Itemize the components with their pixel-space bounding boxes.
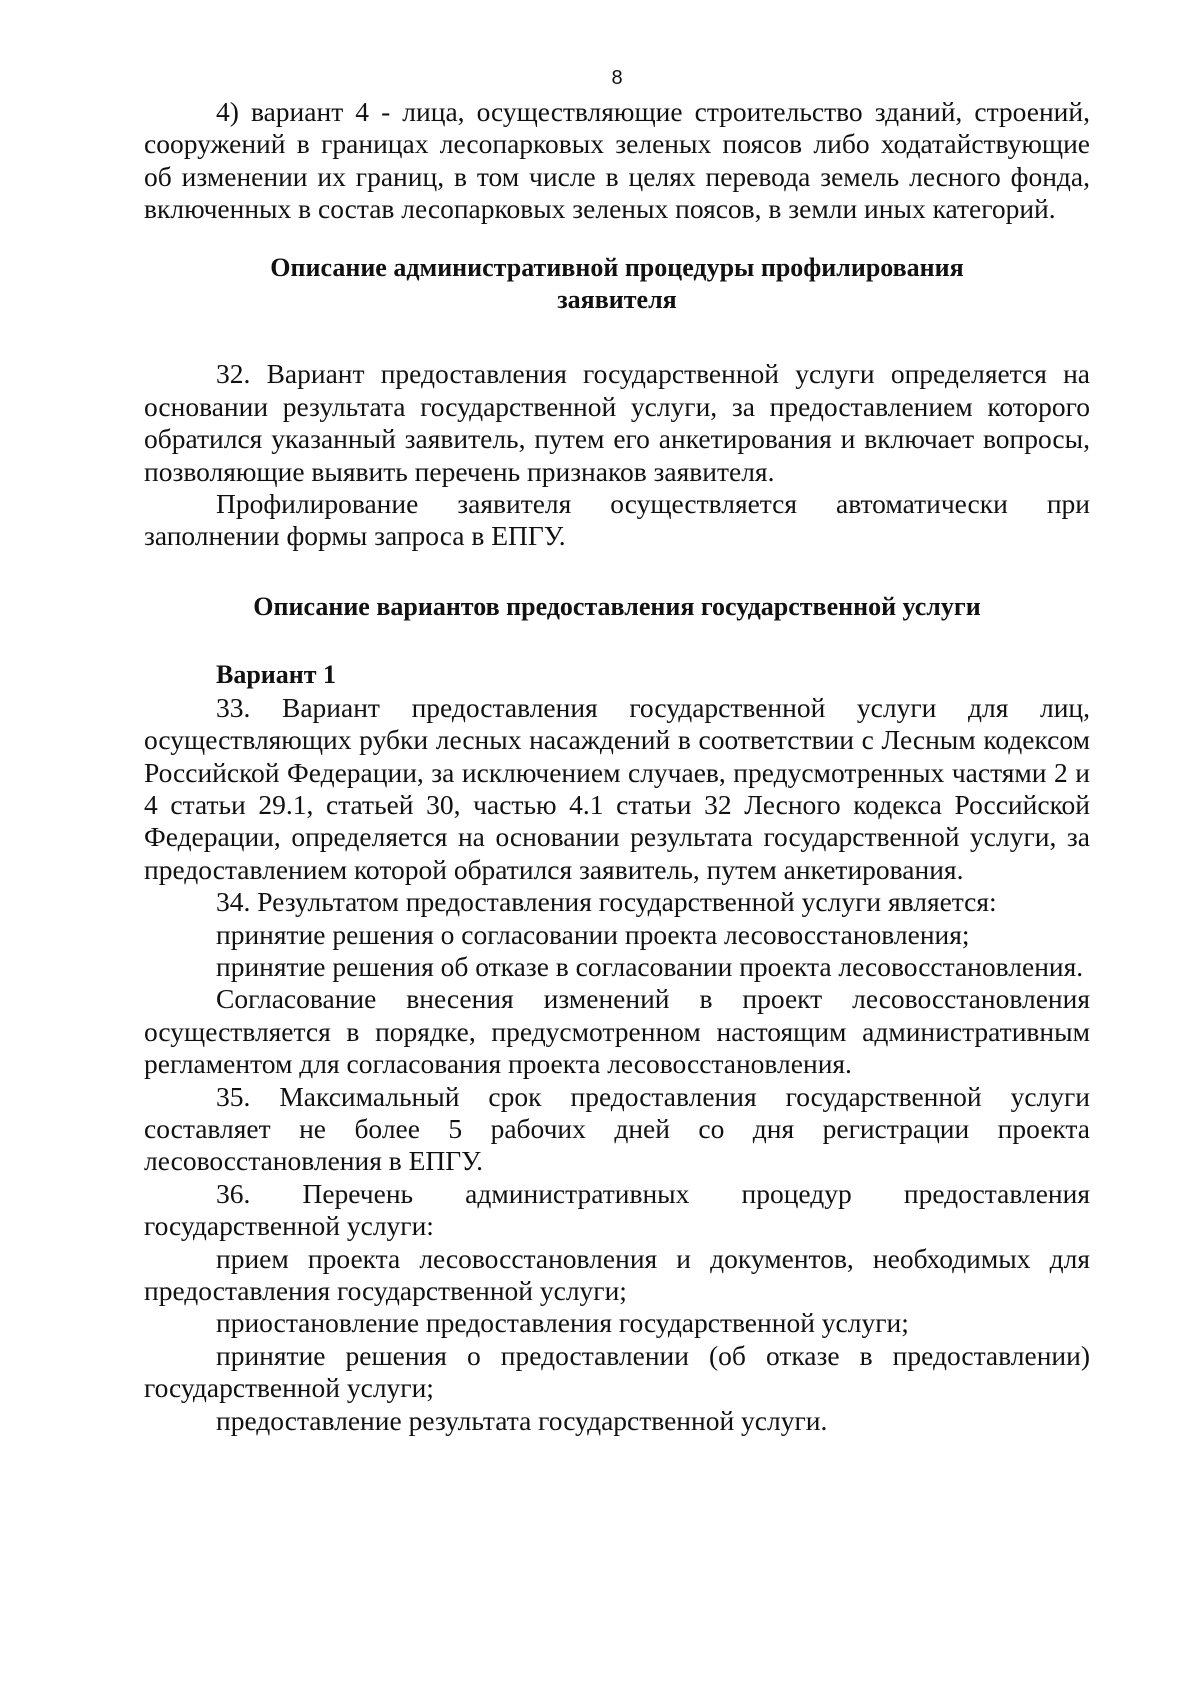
paragraph-variant-4: 4) вариант 4 - лица, осуществляющие строительство зданий, строений, сооружений в границах лесопарковых зеленых поясов либо ходатайствующие об изменении их границ, в том числе в целях перевода земель лесного фонда, включенных в состав лесопарковых зеленых поясов, в земли иных категорий. [144,96,1090,225]
paragraph-34-item-1: принятие решения о согласовании проекта лесовосстановления; [216,918,970,950]
variant-1-title: Вариант 1 [216,660,337,690]
paragraph-changes: Согласование внесения изменений в проект лесовосстановления осуществляется в порядке, предусмотренном настоящим административным регламентом для согласования проекта лесовосстановления. [144,983,1090,1080]
heading-profiling-line1: Описание административной процедуры профилирования [270,252,964,282]
paragraph-33: 33. Вариант предоставления государственной услуги для лиц, осуществляющих рубки лесных насаждений в соответствии с Лесным кодексом Российской Федерации, за исключением случаев, предусмотренных частями 2 и 4 статьи 29.1, статьей 30, частью 4.1 статьи 32 Лесного кодекса Российской Федерации, определяется на основании результата государственной услуги, за предоставлением которой обратился заявитель, путем анкетирования. [144,691,1090,885]
page-number: 8 [611,67,623,89]
paragraph-36-item-1: прием проекта лесовосстановления и документов, необходимых для предоставления государственной услуги; [144,1242,1090,1306]
paragraph-34-item-2: принятие решения об отказе в согласовании проекта лесовосстановления. [216,950,1084,982]
paragraph-profiling-auto: Профилирование заявителя осуществляется автоматически при заполнении формы запроса в ЕПГУ. [144,488,1090,552]
paragraph-36-item-2: приостановление предоставления государственной услуги; [216,1307,909,1339]
paragraph-36-item-4: предоставление результата государственной услуги. [216,1404,828,1436]
paragraph-35: 35. Максимальный срок предоставления государственной услуги составляет не более 5 рабочих дней со дня регистрации проекта лесовосстановления в ЕПГУ. [144,1080,1090,1177]
paragraph-36: 36. Перечень административных процедур предоставления государственной услуги: [144,1177,1090,1242]
heading-profiling-line2: заявителя [557,285,677,315]
paragraph-36-item-3: принятие решения о предоставлении (об отказе в предоставлении) государственной услуги; [144,1339,1090,1404]
heading-profiling [144,252,1090,317]
paragraph-34: 34. Результатом предоставления государственной услуги является: [216,886,997,918]
paragraph-32: 32. Вариант предоставления государственной услуги определяется на основании результата государственной услуги, за предоставлением которого обратился указанный заявитель, путем его анкетирования и включает вопросы, позволяющие выявить перечень признаков заявителя. [144,358,1090,487]
heading-variants: Описание вариантов предоставления государственной услуги [253,591,981,621]
